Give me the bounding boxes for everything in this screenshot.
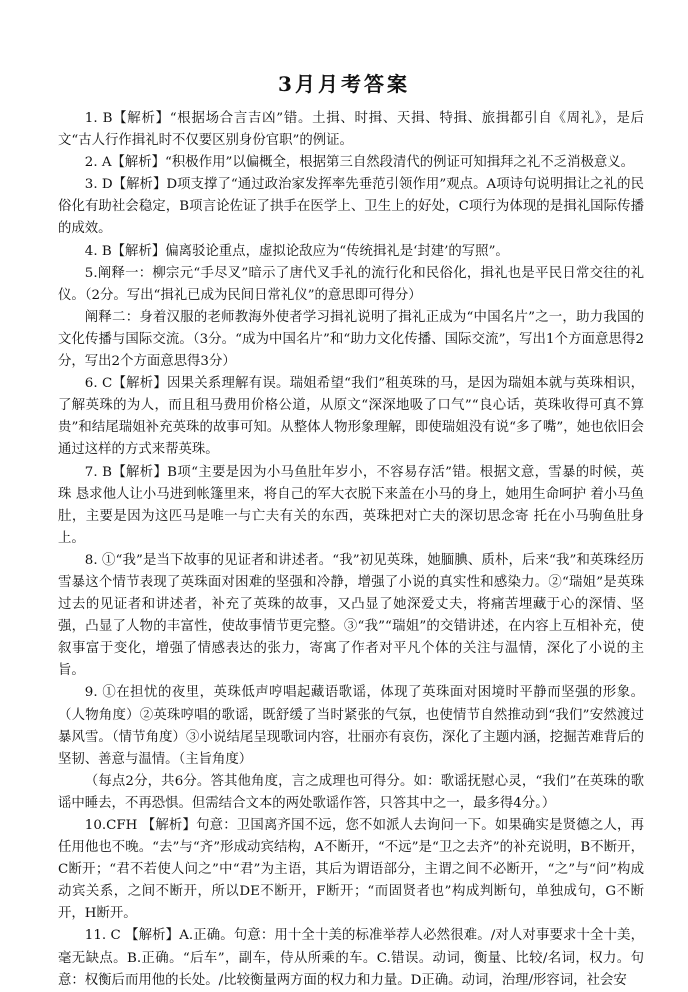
answer-4: 4. B【解析】偏离驳论重点，虚拟论敌应为“传统揖礼是‘封建’的写照”。 — [84, 243, 509, 259]
answer-3: 3. D【解析】D项支撑了“通过政治家发挥率先垂范引领作用”观点。A项诗句说明揖让之礼的民俗化有助社会稳定，B项言论佐证了拱手在医学上、卫生上的好处，C项行为体现的是揖礼国际传播的成效。 — [58, 177, 644, 237]
answer-8: 8. ①“我”是当下故事的见证者和讲述者。“我”初见英珠，她腼腆、质朴，后来“我”和英珠经历雪暴这个情节表现了英珠面对困难的坚强和冷静，增强了小说的真实性和感染力。②“瑞姐”是英珠过去的见证者和讲述者，补充了英珠的故事，又凸显了她深爱丈夫，将痛苦埋藏于心的深情、坚强，凸显了人物的丰富性，使故事情节更完整。③“我”“瑞姐”的交错讲述，在内容上互相补充，使叙事富于变化，增强了情感表达的张力，寄寓了作者对平凡个体的关注与温情，深化了小说的主旨。 — [58, 552, 644, 679]
answer-9-scoring-note: （每点2分，共6分。答其他角度，言之成理也可得分。如：歌谣抚慰心灵，“我们”在英珠的歌谣中睡去，不再恐惧。但需结合文本的两处歌谣作答，只答其中之一，最多得4分。） — [58, 773, 644, 811]
answer-11: 11. C 【解析】A.正确。句意：用十全十美的标准举荐人必然很难。/对人对事要求十全十美，毫无缺点。B.正确。“后车”，副车，侍从所乘的车。C.错误。动词，衡量、比较/名词，权力。句意：权衡后而用他的长处。/比较衡量两方面的权力和力量。D正确。动词，治理/形容词，社会安 — [58, 928, 644, 988]
answer-6: 6. C【解析】因果关系理解有误。瑞姐希望“我们”租英珠的马，是因为瑞姐本就与英珠相识，了解英珠的为人，而且租马费用价格公道，从原文“深深地吸了口气”“良心话，英珠收得可真不算贵”和结尾瑞姐补充英珠的故事可知。从整体人物形象理解，即使瑞姐没有说“多了嘴”，她也依旧会通过这样的方式来帮英珠。 — [58, 376, 644, 458]
answer-1: 1. B【解析】“根据场合言吉凶”错。土揖、时揖、天揖、特揖、旅揖都引自《周礼》，是后文“古人行作揖礼时不仅要区别身份官职”的例证。 — [58, 111, 644, 149]
answer-5-part-2: 阐释二：身着汉服的老师教海外使者学习揖礼说明了揖礼正成为“中国名片”之一，助力我国的文化传播与国际交流。（3分。“成为中国名片”和“助力文化传播、国际交流”，写出1个方面意思得2分，写出2个方面意思得3分） — [58, 309, 644, 370]
page-title: 3月月考答案 — [278, 72, 410, 96]
answer-5-part-1: 5.阐释一：柳宗元“手尽叉”暗示了唐代叉手礼的流行化和民俗化，揖礼也是平民日常交往的礼仪。（2分。写出“揖礼已成为民间日常礼仪”的意思即可得分） — [58, 265, 644, 303]
answer-9: 9. ①在担忧的夜里，英珠低声哼唱起藏语歌谣，体现了英珠面对困境时平静而坚强的形象。（人物角度）②英珠哼唱的歌谣，既舒缓了当时紧张的气氛，也使情节自然推动到“我们”安然渡过暴风雪。（情节角度）③小说结尾呈现歌词内容，壮丽亦有哀伤，深化了主题内涵，挖掘苦难背后的坚韧、善意与温情。（主旨角度） — [58, 685, 644, 767]
answer-10: 10.CFH 【解析】句意：卫国离齐国不远，您不如派人去询问一下。如果确实是贤德之人，再任用他也不晚。“去”与“齐”形成动宾结构，A不断开，“不远”是“卫之去齐”的补充说明，B不断开，C断开；“君不若使人问之”中“君”为主语，其后为谓语部分，主谓之间不必断开，“之”与“问”构成动宾关系，之间不断开，所以DE不断开，F断开；“而固贤者也”构成判断句，单独成句，G不断开，H断开。 — [58, 818, 644, 922]
answer-body — [58, 108, 644, 992]
answer-2: 2. A【解析】“积极作用”以偏概全，根据第三自然段清代的例证可知揖拜之礼不乏消极意义。 — [84, 155, 635, 171]
answer-7: 7. B【解析】B项“主要是因为小马鱼肚年岁小，不容易存活”错。根据文意，雪暴的时候，英珠 恳求他人让小马进到帐篷里来，将自己的军大衣脱下来盖在小马的身上，她用生命呵护 着小马鱼肚，主要是因为这匹马是唯一与亡夫有关的东西，英珠把对亡夫的深切思念寄 托在小马驹鱼肚身上。 — [58, 464, 644, 546]
